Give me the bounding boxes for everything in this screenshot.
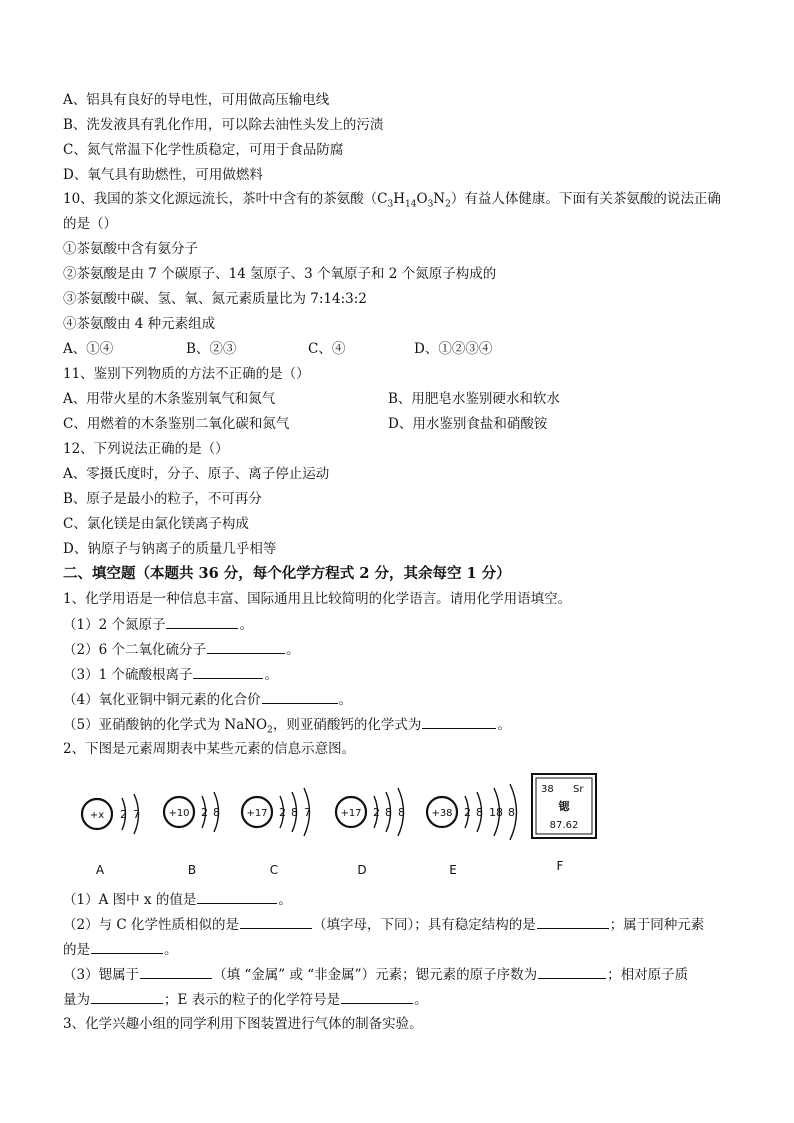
shell-count: 2 bbox=[279, 806, 286, 819]
shell-count: 8 bbox=[213, 806, 220, 819]
q10-statement-3: ③茶氨酸中碳、氢、氧、氮元素质量比为 7:14:3:2 bbox=[63, 291, 367, 307]
section-heading: 二、填空题（本题共 36 分，每个化学方程式 2 分，其余每空 1 分） bbox=[63, 565, 511, 582]
atom-d-diagram bbox=[336, 788, 405, 877]
answer-blank[interactable] bbox=[91, 940, 163, 954]
q10-statement-1: ①茶氨酸中含有氨分子 bbox=[63, 241, 198, 257]
answer-blank[interactable] bbox=[140, 965, 212, 979]
answer-blank[interactable] bbox=[207, 640, 285, 654]
q10-option-c: C、④ bbox=[308, 341, 346, 357]
q10-statement-2: ②茶氨酸是由 7 个碳原子、14 氢原子、3 个氧原子和 2 个氮原子构成的 bbox=[63, 266, 497, 282]
q11-stem: 11、鉴别下列物质的方法不正确的是（） bbox=[63, 366, 310, 382]
atomic-mass: 87.62 bbox=[549, 820, 579, 831]
fq1-item-4: （4）氧化亚铜中铜元素的化合价 。 bbox=[63, 692, 353, 708]
atom-label: C bbox=[269, 863, 279, 877]
fq2-part-3: （3）锶属于 （填 “金属” 或 “非金属”）元素；锶元素的原子序数为 ；相对原子质 bbox=[63, 967, 689, 983]
fq2-part-1: （1）A 图中 x 的值是 。 bbox=[63, 892, 292, 908]
cell-label: F bbox=[556, 859, 564, 873]
element-symbol: Sr bbox=[573, 784, 584, 795]
nucleus-charge: +17 bbox=[246, 808, 268, 819]
q9-option-c: C、氮气常温下化学性质稳定，可用于食品防腐 bbox=[63, 142, 344, 158]
shell-count: 2 bbox=[120, 808, 127, 821]
shell-count: 7 bbox=[304, 806, 311, 819]
shell-count: 8 bbox=[476, 806, 483, 819]
fq2-part-2-cont: 的是 。 bbox=[63, 942, 178, 958]
nucleus-charge: +x bbox=[89, 810, 105, 821]
atom-a-diagram bbox=[82, 794, 140, 877]
q10-option-a: A、①④ bbox=[63, 341, 114, 357]
q10-stem: 10、我国的茶文化源远流长，茶叶中含有的茶氨酸$(C_3H_{14}O_3N_2)$有益人体健康。下面有关茶氨酸的说法正确 bbox=[63, 191, 721, 210]
shell-count: 2 bbox=[201, 806, 208, 819]
fq1-item-3: （3）1 个硫酸根离子 。 bbox=[63, 667, 278, 683]
fq2-part-2: （2）与 C 化学性质相似的是 （填字母，下同）；具有稳定结构的是 ；属于同种元素 bbox=[63, 917, 705, 933]
q12-option-c: C、氯化镁是由氯化镁离子构成 bbox=[63, 516, 249, 532]
shell-count: 2 bbox=[373, 806, 380, 819]
q9-option-b: B、洗发液具有乳化作用，可以除去油性头发上的污渍 bbox=[63, 117, 384, 133]
atom-label: D bbox=[357, 863, 367, 877]
shell-count: 2 bbox=[464, 806, 471, 819]
q11-option-b: B、用肥皂水鉴别硬水和软水 bbox=[388, 391, 560, 407]
answer-blank[interactable] bbox=[193, 665, 263, 679]
q9-option-a: A、铝具有良好的导电性，可用做高压输电线 bbox=[63, 92, 330, 108]
periodic-cell-f bbox=[532, 774, 596, 873]
atom-b-diagram bbox=[164, 792, 220, 877]
shell-count: 8 bbox=[385, 806, 392, 819]
answer-blank[interactable] bbox=[240, 915, 312, 929]
atom-label: A bbox=[95, 863, 105, 877]
q12-option-a: A、零摄氏度时，分子、原子、离子停止运动 bbox=[63, 466, 330, 482]
q10-option-d: D、①②③④ bbox=[414, 341, 493, 357]
shell-count: 7 bbox=[133, 808, 140, 821]
fq1-item-2: （2）6 个二氧化硫分子 。 bbox=[63, 642, 300, 658]
q10-statement-4: ④茶氨酸由 4 种元素组成 bbox=[63, 316, 216, 332]
q12-stem: 12、下列说法正确的是（） bbox=[63, 441, 229, 457]
element-name: 锶 bbox=[558, 800, 570, 813]
atom-label: E bbox=[449, 863, 457, 877]
fq1-item-1: （1）2 个氮原子 。 bbox=[63, 617, 253, 633]
q10-stem-line2: 的是（） bbox=[63, 216, 117, 232]
q11-option-c: C、用燃着的木条鉴别二氧化碳和氮气 bbox=[63, 416, 290, 432]
answer-blank[interactable] bbox=[538, 965, 606, 979]
fq3-stem: 3、化学兴趣小组的同学利用下图装置进行气体的制备实验。 bbox=[63, 1016, 423, 1032]
answer-blank[interactable] bbox=[537, 915, 609, 929]
answer-blank[interactable] bbox=[91, 990, 163, 1004]
answer-blank[interactable] bbox=[341, 990, 413, 1004]
q12-option-b: B、原子是最小的粒子，不可再分 bbox=[63, 491, 262, 507]
nucleus-charge: +10 bbox=[168, 808, 190, 819]
q11-option-d: D、用水鉴别食盐和硝酸铵 bbox=[388, 416, 548, 432]
fq2-stem: 2、下图是元素周期表中某些元素的信息示意图。 bbox=[63, 741, 356, 757]
answer-blank[interactable] bbox=[422, 715, 496, 729]
q10-option-b: B、②③ bbox=[186, 341, 237, 357]
shell-count: 8 bbox=[398, 806, 405, 819]
shell-count: 8 bbox=[291, 806, 298, 819]
shell-count: 18 bbox=[489, 806, 503, 819]
atomic-number: 38 bbox=[541, 784, 554, 795]
q12-option-d: D、钠原子与钠离子的质量几乎相等 bbox=[63, 541, 277, 557]
fq1-item-5: （5）亚硝酸钠的化学式为 NaNO$_2$，则亚硝酸钙的化学式为 。 bbox=[63, 717, 511, 736]
answer-blank[interactable] bbox=[166, 615, 238, 629]
q11-option-a: A、用带火星的木条鉴别氧气和氮气 bbox=[63, 391, 276, 407]
atomic-structure-figure bbox=[70, 762, 610, 882]
answer-blank[interactable] bbox=[197, 890, 277, 904]
fq2-part-3-cont: 量为 ；E 表示的粒子的化学符号是 。 bbox=[63, 992, 428, 1008]
nucleus-charge: +38 bbox=[431, 808, 453, 819]
atom-label: B bbox=[187, 863, 197, 877]
answer-blank[interactable] bbox=[262, 690, 338, 704]
atom-e-diagram bbox=[427, 784, 517, 877]
fq1-stem: 1、化学用语是一种信息丰富、国际通用且比较简明的化学语言。请用化学用语填空。 bbox=[63, 591, 572, 607]
atom-c-diagram bbox=[242, 788, 311, 877]
q9-option-d: D、氧气具有助燃性，可用做燃料 bbox=[63, 167, 263, 183]
shell-count: 8 bbox=[508, 806, 515, 819]
nucleus-charge: +17 bbox=[340, 808, 362, 819]
